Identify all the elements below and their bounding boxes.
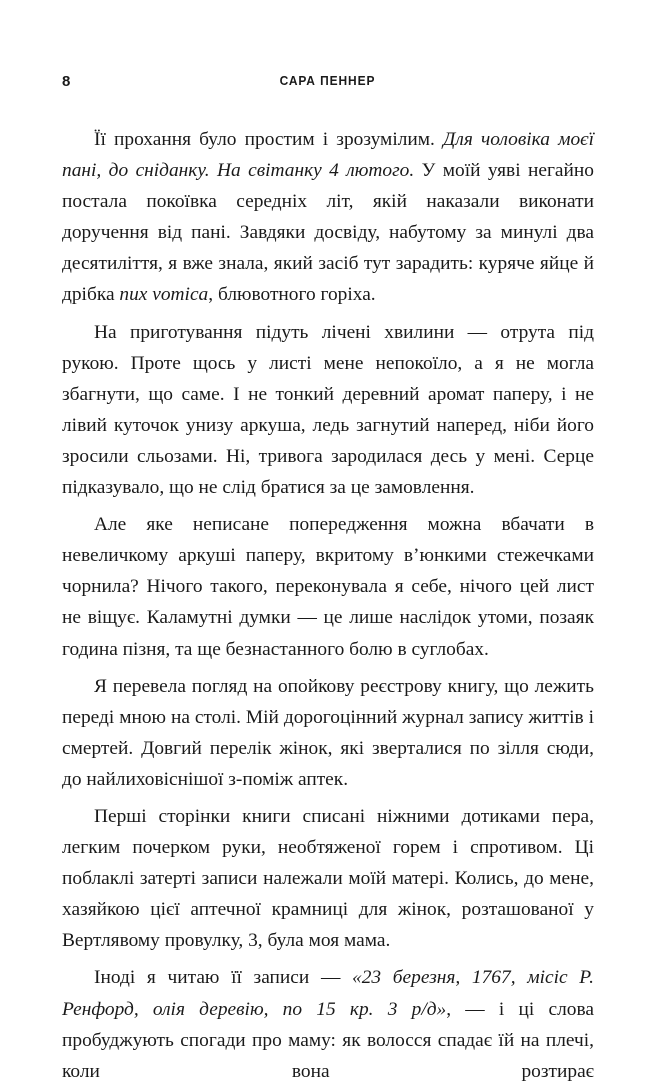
paragraph — [62, 124, 594, 311]
italic-segment: «23 березня, 1767, місіс Р. Ренфорд, олія деревію, по 15 кр. 3 р/д» — [62, 967, 595, 1020]
page-header — [62, 73, 593, 95]
paragraph — [62, 317, 594, 504]
text-segment: Я перевела погляд на опойкову реєстрову книгу, що лежить переді мною на столі. Мій дорогоцінний журнал запису життів і смертей. Довгий перелік жінок, які зверталися по зілля сюди, до найлиховіснішої з-поміж аптек. — [62, 675, 594, 790]
text-segment: У моїй уяві негайно постала покоївка середніх літ, якій наказали виконати доручення від пані. Завдяки досвіду, набутому за минулі два десятиліття, я вже знала, який засіб тут зарадить: куряче яйце й дрібка — [62, 160, 594, 306]
text-segment: Іноді я читаю її записи — — [94, 967, 353, 989]
running-head: САРА ПЕННЕР — [279, 73, 376, 88]
paragraph — [62, 509, 594, 664]
paragraph — [62, 962, 594, 1086]
text-segment: На приготування підуть лічені хвилини — отрута під рукою. Проте щось у листі мене непокоїло, а я не могла збагнути, що саме. І не тонкий деревний аромат паперу, і не лівий куточок унизу аркуша, ледь загнутий наперед, ніби його зросили сльозами. Ні, тривога зародилася десь у мені. Серце підказувало, що не слід братися за це замовлення. — [62, 321, 594, 499]
italic-segment: Для чоловіка моєї пані, до сніданку. На світанку 4 лютого. — [62, 129, 594, 182]
paragraph — [62, 801, 594, 956]
text-segment: Але яке неписане попередження можна вбачати в невеличкому аркуші паперу, вкритому в’юнкими стежечками чорнила? Нічого такого, переконувала я себе, нічого цей лист не віщує. Каламутні думки — це лише наслідок утоми, позаяк година пізня, та ще безнастанного болю в суглобах. — [62, 514, 594, 660]
italic-segment: nux vomica — [119, 284, 209, 306]
body-text — [62, 124, 594, 1087]
text-segment: Її прохання було простим і зрозумілим. — [94, 129, 444, 150]
paragraph — [62, 671, 594, 795]
text-segment: , блювотного горіха. — [208, 284, 376, 306]
text-segment: , — і ці слова пробуджують спогади про маму: як волосся спадає їй на плечі, коли вона розтирає — [62, 998, 594, 1082]
page-number: 8 — [62, 73, 71, 90]
text-segment: Перші сторінки книги списані ніжними дотиками пера, легким почерком руки, необтяженої горем і спротивом. Ці поблаклі затерті записи належали моїй матері. Колись, до мене, хазяйкою цієї аптечної крамниці для жінок, розташованої у Вертлявому провулку, 3, була моя мама. — [62, 805, 594, 952]
